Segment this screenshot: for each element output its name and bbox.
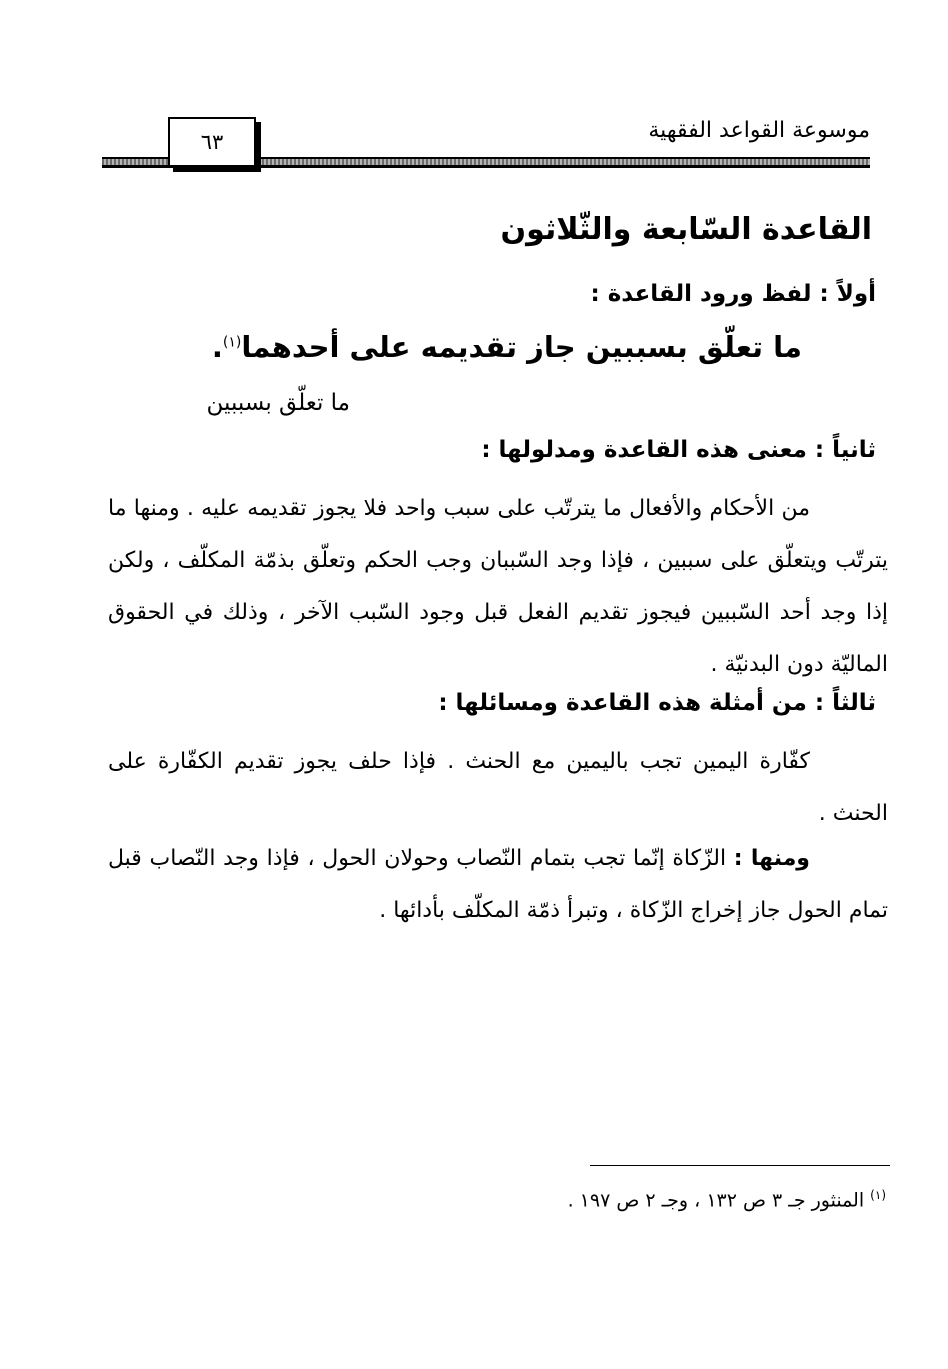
page-number: ٦٣ — [200, 130, 224, 154]
rule-statement-text: ما تعلّق بسببين جاز تقديمه على أحدهما — [241, 330, 802, 364]
section-heading-meaning: ثانياً : معنى هذه القاعدة ومدلولها : — [481, 437, 876, 463]
footnote-marker[interactable]: (١) — [222, 334, 242, 351]
paragraph-example-zakat — [108, 833, 888, 937]
section-heading-examples: ثالثاً : من أمثلة هذه القاعدة ومسائلها : — [438, 690, 876, 716]
rule-title: القاعدة السّابعة والثّلاثون — [500, 212, 872, 247]
page-number-box — [168, 117, 256, 167]
footnote — [568, 1188, 886, 1211]
section-heading-wording: أولاً : لفظ ورود القاعدة : — [590, 281, 876, 307]
book-title: موسوعة القواعد الفقهية — [648, 118, 870, 143]
rule-statement — [212, 330, 802, 364]
paragraph-body: الزّكاة إنّما تجب بتمام النّصاب وحولان الحول ، فإذا وجد النّصاب قبل تمام الحول جاز إخراج الزّكاة ، وتبرأ ذمّة المكلّف بأدائها . — [108, 846, 888, 923]
paragraph-example-kaffara: كفّارة اليمين تجب باليمين مع الحنث . فإذا حلف يجوز تقديم الكفّارة على الحنث . — [108, 749, 888, 826]
footnote-rule — [590, 1165, 890, 1166]
paragraph-meaning: من الأحكام والأفعال ما يترتّب على سبب واحد فلا يجوز تقديمه عليه . ومنها ما يترتّب ويتعلّق على سببين ، فإذا وجد السّببان وجب الحكم وتعلّق بذمّة المكلّف ، ولكن إذا وجد أحد السّببين فيجوز تقديم الفعل قبل وجود السّبب الآخر ، وذلك في الحقوق الماليّة دون البدنيّة . — [108, 496, 888, 677]
footnote-text: المنثور جـ ٣ ص ١٣٢ ، وجـ ٢ ص ١٩٧ . — [567, 1189, 871, 1212]
rule-subtext: ما تعلّق بسببين — [206, 390, 350, 416]
rule-statement-end: . — [211, 330, 223, 364]
paragraph-lead: ومنها : — [733, 846, 810, 871]
footnote-ref: (١) — [870, 1188, 886, 1202]
